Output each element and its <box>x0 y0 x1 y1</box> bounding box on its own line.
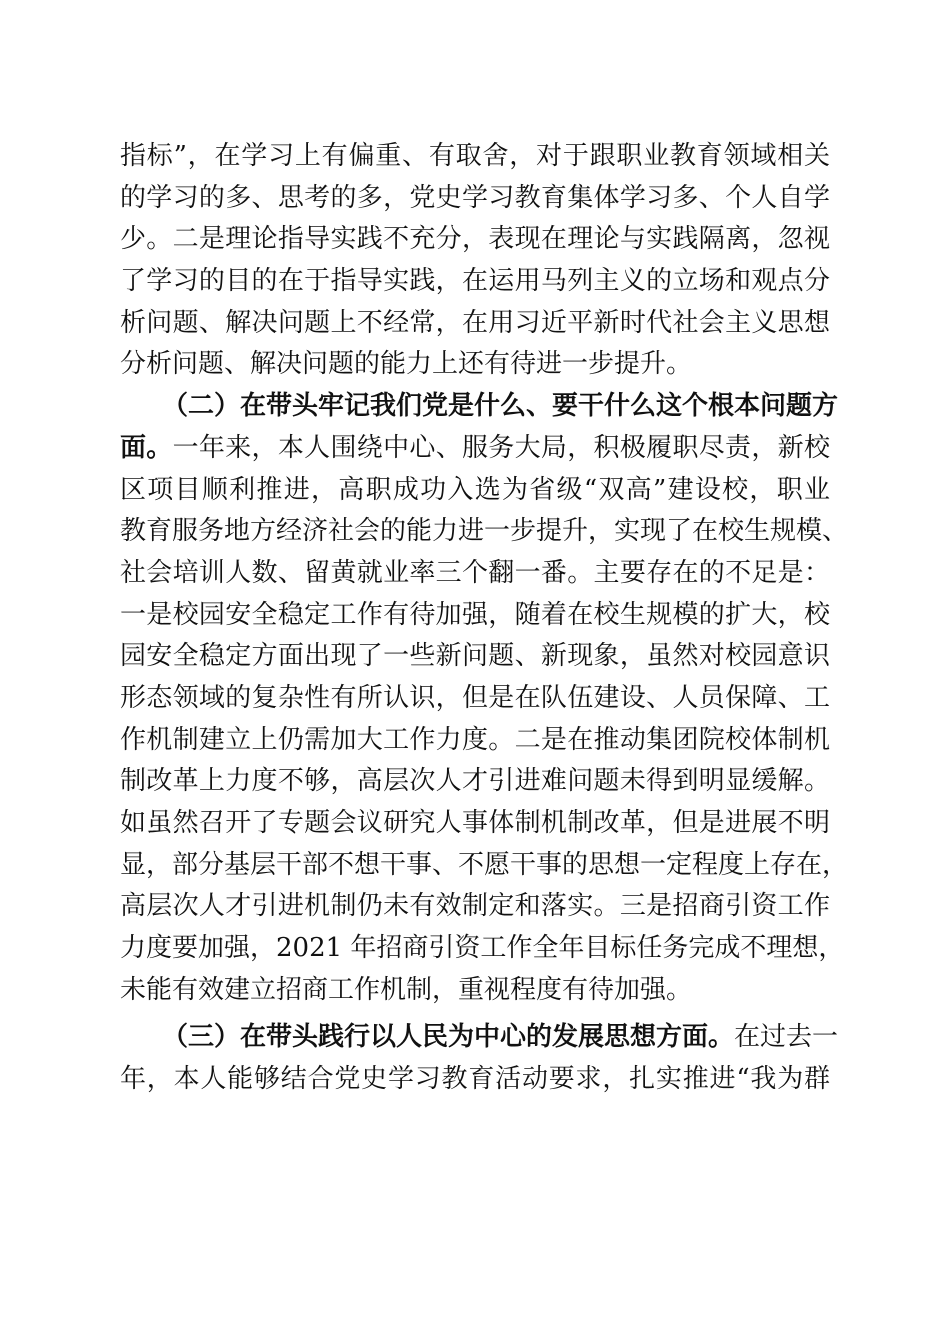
text-line: 了学习的目的在于指导实践，在运用马列主义的立场和观点分 <box>120 266 830 297</box>
text-line: 分析问题、解决问题的能力上还有待进一步提升。 <box>120 349 693 380</box>
text-line: 如虽然召开了专题会议研究人事体制机制改革，但是进展不明 <box>120 808 830 838</box>
text-line: 析问题、解决问题上不经常，在用习近平新时代社会主义思想 <box>120 307 830 338</box>
text-line: 社会培训人数、留黄就业率三个翻一番。主要存在的不足是： <box>120 557 830 588</box>
text-line: 高层次人才引进机制仍未有效制定和落实。三是招商引资工作 <box>120 891 830 922</box>
section-heading: （三）在带头践行以人民为中心的发展思想方面。 <box>162 1022 735 1053</box>
section-heading-end: 面。 <box>120 432 173 463</box>
paragraph-1 <box>120 136 830 386</box>
text-line <box>120 428 830 470</box>
body-text <box>120 136 849 1101</box>
text-line: 区项目顺利推进，高职成功入选为省级“双高”建设校，职业 <box>120 474 830 505</box>
section-heading: （二）在带头牢记我们党是什么、要干什么这个根本问题方 <box>162 391 839 422</box>
text-line: 制改革上力度不够，高层次人才引进难问题未得到明显缓解。 <box>120 766 830 797</box>
text-line: 园安全稳定方面出现了一些新问题、新现象，虽然对校园意识 <box>120 641 830 672</box>
paragraph-3 <box>120 1017 839 1100</box>
text-line <box>120 1017 839 1059</box>
text-line: 未能有效建立招商工作机制，重视程度有待加强。 <box>120 974 693 1005</box>
text-line: 显，部分基层干部不想干事、不愿干事的思想一定程度上存在， <box>120 849 849 880</box>
text-run: 在过去一 <box>734 1022 839 1053</box>
paragraph-2 <box>120 386 849 1011</box>
text-line: 一是校园安全稳定工作有待加强，随着在校生规模的扩大，校 <box>120 599 830 630</box>
text-run: 一年来，本人围绕中心、服务大局，积极履职尽责，新校 <box>172 432 830 463</box>
text-line: 形态领域的复杂性有所认识，但是在队伍建设、人员保障、工 <box>120 682 830 713</box>
text-line: 力度要加强，2021 年招商引资工作全年目标任务完成不理想， <box>120 933 845 964</box>
text-line: 指标”，在学习上有偏重、有取舍，对于跟职业教育领域相关 <box>120 141 830 171</box>
text-line: 年，本人能够结合党史学习教育活动要求，扎实推进“我为群 <box>120 1064 830 1095</box>
text-line: 少。二是理论指导实践不充分，表现在理论与实践隔离，忽视 <box>120 224 830 255</box>
text-line: 的学习的多、思考的多，党史学习教育集体学习多、个人自学 <box>120 182 830 213</box>
text-line: 作机制建立上仍需加大工作力度。二是在推动集团院校体制机 <box>120 724 830 755</box>
text-line: 教育服务地方经济社会的能力进一步提升，实现了在校生规模、 <box>120 516 849 547</box>
